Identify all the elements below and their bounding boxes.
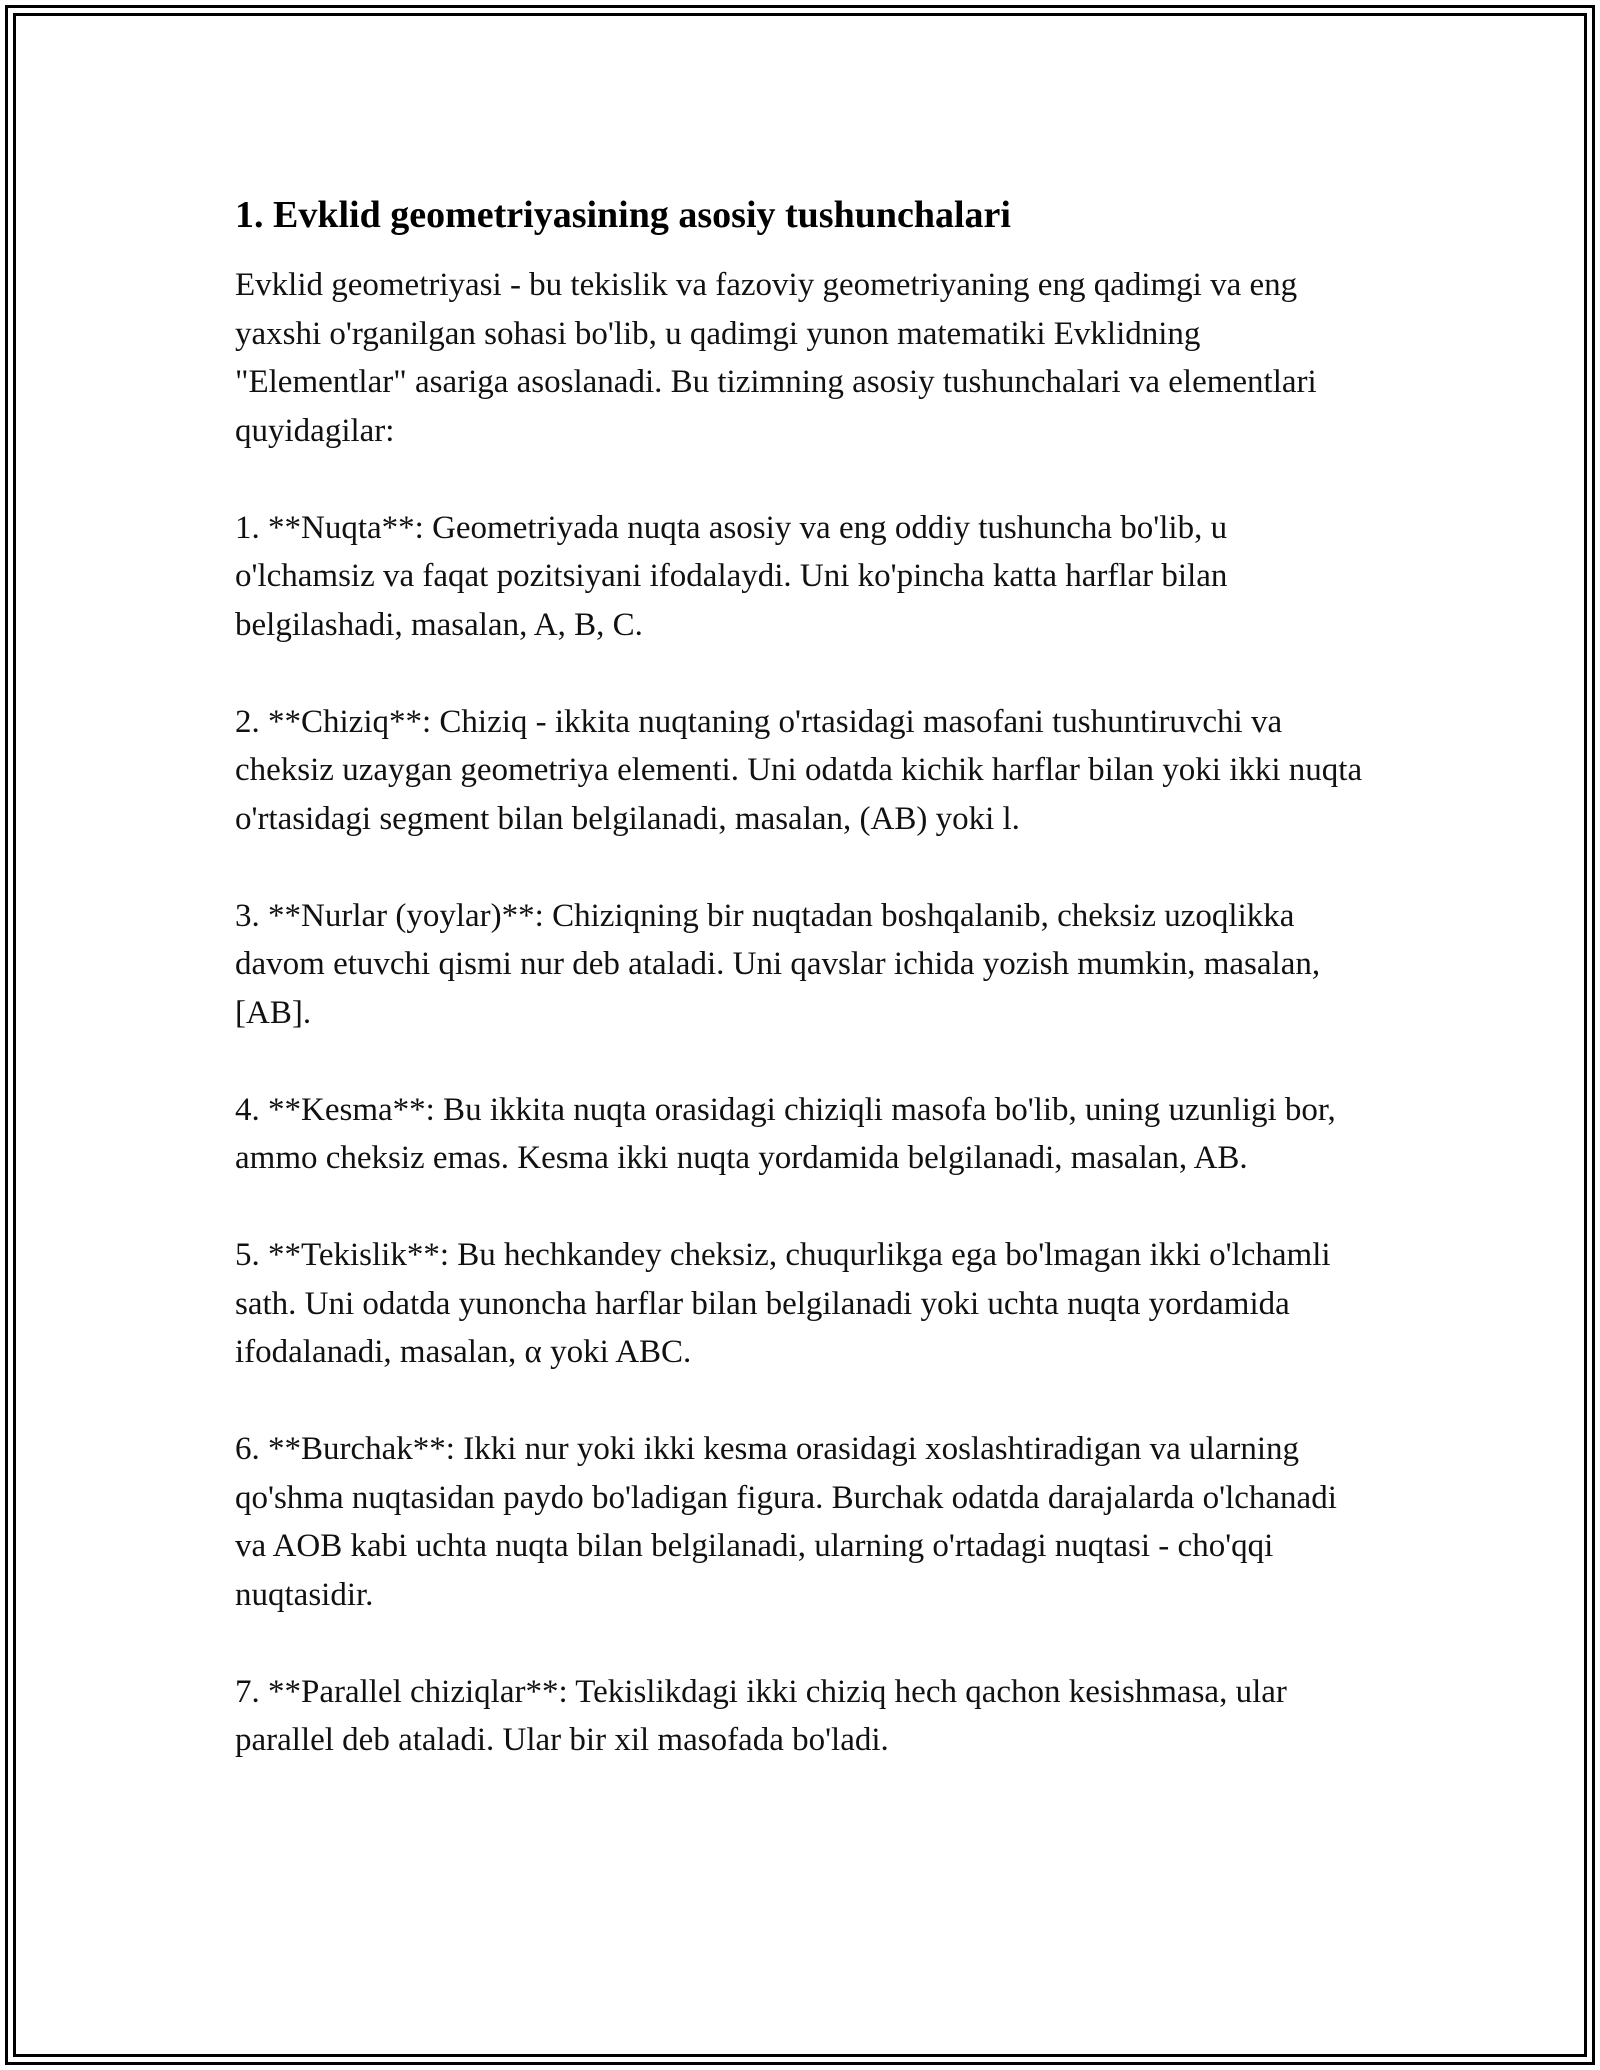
intro-paragraph: Evklid geometriyasi - bu tekislik va fazoviy geometriyaning eng qadimgi va eng yaxshi o'rganilgan sohasi bo'lib, u qadimgi yunon matematiki Evklidning "Elementlar" asariga asoslanadi. Bu tizimning asosiy tushunchalari va elementlari quyidagilar: bbox=[235, 267, 1317, 449]
list-item-burchak: 6. **Burchak**: Ikki nur yoki ikki kesma orasidagi xoslashtiradigan va ularning qo'shma nuqtasidan paydo bo'ladigan figura. Burchak odatda darajalarda o'lchanadi va AOB kabi uchta nuqta bilan belgilanadi, ularning o'rtadagi nuqtasi - cho'qqi nuqtasidir. bbox=[235, 1431, 1337, 1613]
document-body bbox=[235, 187, 1375, 1765]
document-title: 1. Evklid geometriyasining asosiy tushunchalari bbox=[235, 194, 1011, 236]
list-item-parallel-chiziqlar: 7. **Parallel chiziqlar**: Tekislikdagi ikki chiziq hech qachon kesishmasa, ular parallel deb ataladi. Ular bir xil masofada bo'ladi. bbox=[235, 1673, 1287, 1758]
list-item-nurlar: 3. **Nurlar (yoylar)**: Chiziqning bir nuqtadan boshqalanib, cheksiz uzoqlikka davom etuvchi qismi nur deb ataladi. Uni qavslar ichida yozish mumkin, masalan, [AB]. bbox=[235, 897, 1321, 1031]
list-item-nuqta: 1. **Nuqta**: Geometriyada nuqta asosiy va eng oddiy tushuncha bo'lib, u o'lchamsiz va faqat pozitsiyani ifodalaydi. Uni ko'pincha katta harflar bilan belgilashadi, masalan, A, B, C. bbox=[235, 509, 1228, 643]
list-item-chiziq: 2. **Chiziq**: Chiziq - ikkita nuqtaning o'rtasidagi masofani tushuntiruvchi va cheksiz uzaygan geometriya elementi. Uni odatda kichik harflar bilan yoki ikki nuqta o'rtasidagi segment bilan belgilanadi, masalan, (AB) yoki l. bbox=[235, 703, 1363, 837]
list-item-tekislik: 5. **Tekislik**: Bu hechkandey cheksiz, chuqurlikga ega bo'lmagan ikki o'lchamli sath. Uni odatda yunoncha harflar bilan belgilanadi yoki uchta nuqta yordamida ifodalanadi, masalan, α yoki ABC. bbox=[235, 1237, 1331, 1370]
list-item-kesma: 4. **Kesma**: Bu ikkita nuqta orasidagi chiziqli masofa bo'lib, uning uzunligi bor, ammo cheksiz emas. Kesma ikki nuqta yordamida belgilanadi, masalan, AB. bbox=[235, 1091, 1336, 1176]
